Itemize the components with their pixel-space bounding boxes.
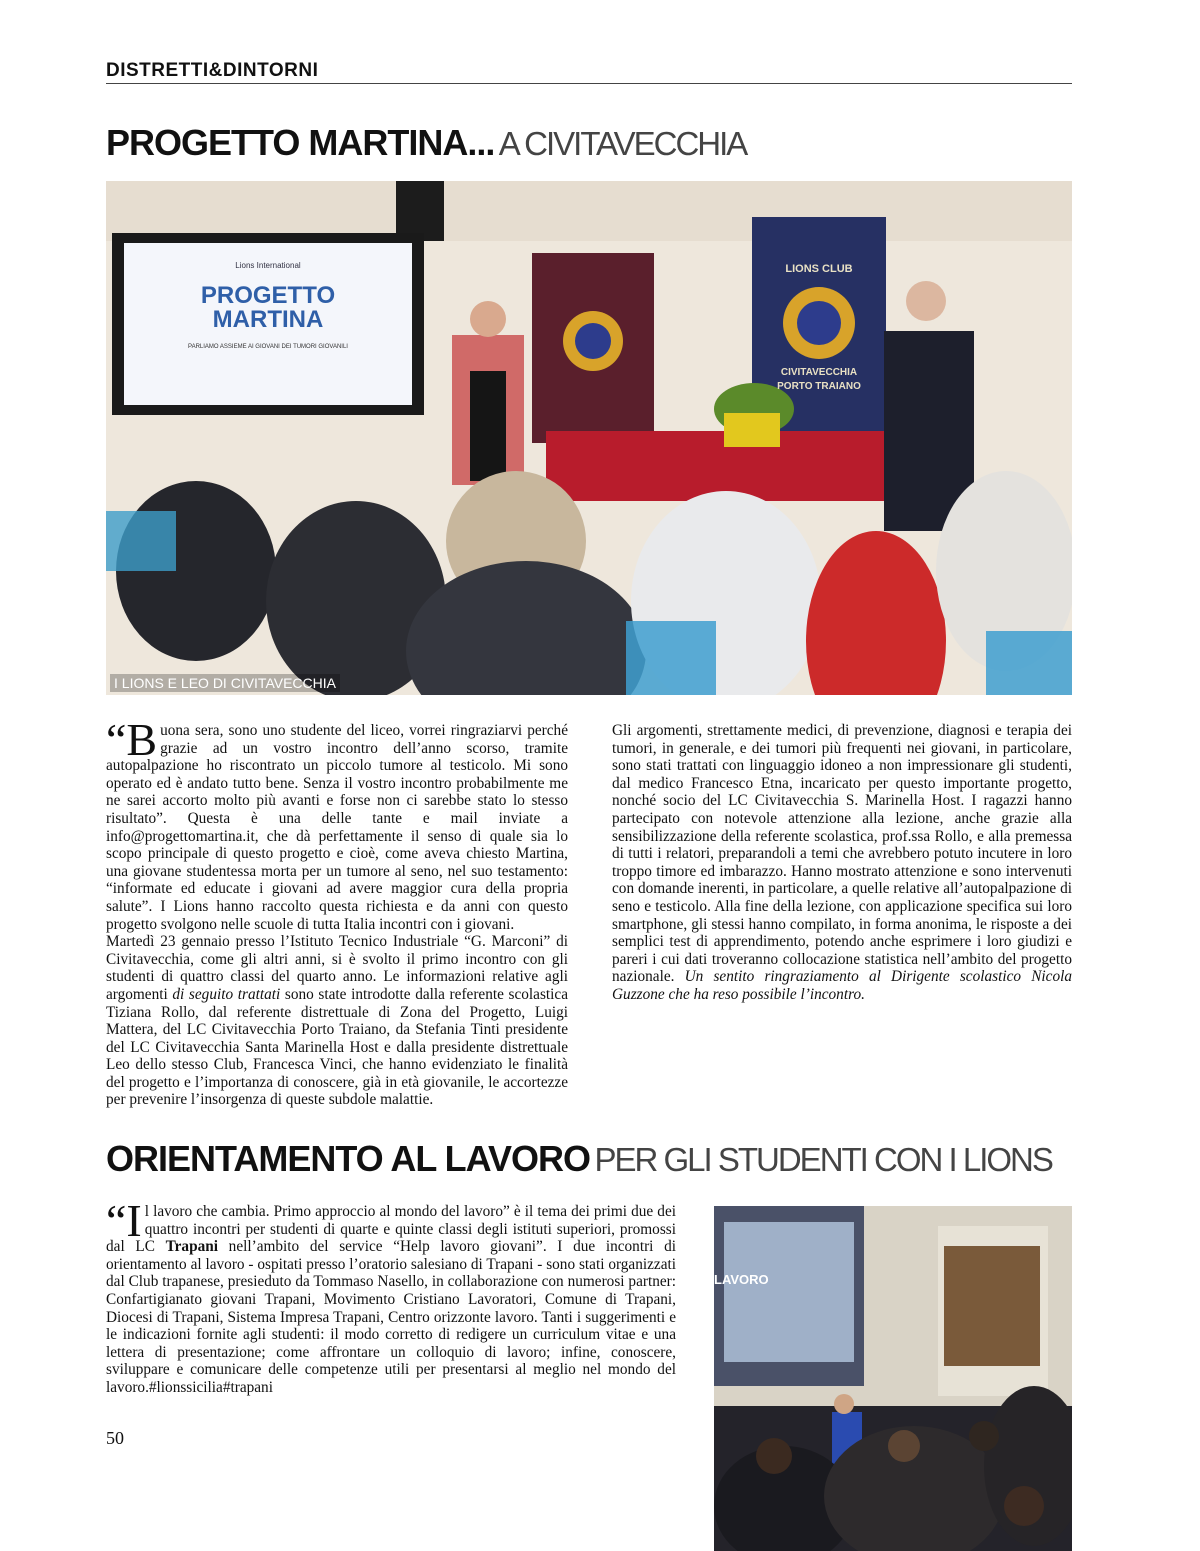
paragraph-emphasis: Un sentito ringraziamento al Dirigente scolastico Nicola Guzzone che ha reso possibile l’incontro.: [612, 968, 1072, 1003]
article-1-paragraph-2: [106, 933, 568, 1109]
banner-bottom-text-2: PORTO TRAIANO: [777, 381, 861, 392]
article-1-paragraph-1: [106, 714, 568, 933]
article-1-column-1: [106, 714, 568, 1109]
section-label: DISTRETTI&DINTORNI: [106, 60, 319, 81]
photo-caption: I LIONS E LEO DI CIVITAVECCHIA: [110, 674, 340, 692]
article-2-text: [106, 1195, 676, 1397]
auditorium-scene: [714, 1206, 1072, 1551]
paragraph-bold: Trapani: [165, 1238, 218, 1256]
article-1-title-light: A CIVITAVECCHIA: [498, 125, 747, 162]
paragraph-text: Martedì 23 gennaio presso l’Istituto Tecnico Industriale “G. Marconi” di Civitavecchia, come gli altri anni, si è svolto il primo incontro con gli studenti di quattro classi del quarto anno. Le informazioni relative agli argomenti: [106, 933, 568, 1003]
article-1-headline: [106, 122, 746, 164]
header-rule: [106, 83, 1072, 84]
drop-cap: [106, 714, 158, 765]
paragraph-text: nell’ambito del service “Help lavoro giovani”. I due incontri di orientamento al lavoro - ospitati presso l’oratorio salesiano di Trapani - sono stati organizzati dal Club trapanese, presieduto da Tommaso Nasello, in collaborazione con numerosi partner: Confartigianato giovani Trapani, Movimento Cristiano Lavoratori, Comune di Trapani, Diocesi di Trapani, Sistema Impresa Trapani, Centro orizzonte lavoro. Tanti i suggerimenti e le indicazioni fornite agli studenti: il modo corretto di redigere un curriculum vitae e una lettera di presentazione; come affrontare un colloquio di lavoro; infine, conoscere, sviluppare e comunicare delle competenze utili per presentarsi al meglio nel mondo del lavoro.#lionssicilia#trapani: [106, 1238, 676, 1396]
paragraph-text: l lavoro che cambia. Primo approccio al mondo del lavoro” è il tema dei primi due dei quattro incontri per studenti di quarte e quinte classi degli istituti superiori, promossi dal LC: [106, 1203, 676, 1256]
paragraph-text: sono state introdotte dalla referente scolastica Tiziana Rollo, dal referente distrettuale di Zona del Progetto, Luigi Mattera, del LC Civitavecchia Porto Traiano, da Stefania Tinti presidente del LC Civitavecchia Santa Marinella Host e dalla presidente distrettuale Leo dello stesso Club, Francesca Vinci, che hanno evidenziato le finalità del progetto e l’importanza di conoscere, già in età giovanile, le accortezze per prevenire l’insorgenza di queste subdole malattie.: [106, 985, 568, 1109]
article-1-title-bold: PROGETTO MARTINA...: [106, 122, 495, 163]
screen-title-line2: MARTINA: [212, 306, 324, 333]
screen-subtitle: PARLIAMO ASSIEME AI GIOVANI DEI TUMORI GIOVANILI: [188, 344, 348, 350]
drop-cap: [106, 1195, 142, 1246]
paragraph-text: Gli argomenti, strettamente medici, di prevenzione, diagnosi e terapia dei tumori, in generale, e dei tumori più frequenti nei giovani, in particolare, sono stati trattati con linguaggio idoneo a non impressionare gli studenti, dal medico Francesco Etna, incaricato per questo importante progetto, nonché socio del LC Civitavecchia S. Marinella Host. I ragazzi hanno partecipato con notevole attenzione alla lezione, anche grazie alla sensibilizzazione della referente scolastica, prof.ssa Rollo, e alla premessa di tutti i relatori, preparandoli a temi che avrebbero potuto incutere in loro troppo timore ed imbarazzo. Hanno mostrato attenzione e sono intervenuti con domande inerenti, in particolare, a quelle relative all’autopalpazione di seno e testicolo. Alla fine della lezione, con applicazione specifica sui loro smartphone, gli stessi hanno compilato, in forma anonima, le risposte a dei semplici test di apprendimento, potendo anche esprimere i loro giudizi e pareri i cui dati troveranno collocazione statistica nell’ambito del progetto nazionale.: [612, 722, 1072, 986]
drop-letter: B: [126, 714, 158, 765]
screen-title-line1: PROGETTO: [200, 282, 336, 309]
screen-text: LAVORO: [714, 1272, 769, 1287]
opening-quote: “: [106, 714, 127, 765]
opening-quote: “: [106, 1195, 127, 1246]
article-1-paragraph-3: [612, 722, 1072, 1004]
banner-top-text: LIONS CLUB: [785, 263, 853, 275]
article-2-photo: [714, 1206, 1072, 1551]
article-2-paragraph: [106, 1195, 676, 1397]
drop-letter: I: [126, 1195, 142, 1246]
article-2-headline: [106, 1138, 1052, 1180]
article-2-title-bold: ORIENTAMENTO AL LAVORO: [106, 1138, 591, 1179]
article-1-column-2-flow: [612, 722, 1072, 1004]
screen-slide: [130, 247, 406, 399]
page-number: 50: [106, 1428, 124, 1448]
paragraph-emphasis: di seguito trattati: [172, 985, 281, 1003]
screen-org: Lions International: [235, 261, 301, 270]
banner-bottom-text-1: CIVITAVECCHIA: [780, 367, 858, 378]
article-2-title-light: PER GLI STUDENTI CON I LIONS: [594, 1141, 1052, 1178]
article-1-photo: [106, 181, 1072, 695]
paragraph-text: uona sera, sono uno studente del liceo, vorrei ringraziarvi perché grazie ad un vostro incontro dell’anno scorso, tramite autopalpazione ho riscontrato un piccolo tumore al testicolo. Mi sono operato ed è andato tutto bene. Senza il vostro incontro probabilmente me ne sarei accorto molto più avanti e forse non ci sarebbe stato lo stesso risultato”. Questa è una delle tante e mail inviate a info@progettomartina.it, che dà perfettamente il senso di quale sia lo scopo principale di questo progetto e cioè, come aveva chiesto Martina, una giovane studentessa morta per un tumore al seno, nel suo testamento: “informate ed educate i giovani ad avere maggior cura della propria salute”. I Lions hanno raccolto questa richiesta e da anni con questo progetto svolgono nelle scuole di tutta Italia incontri con i giovani.: [106, 722, 568, 933]
